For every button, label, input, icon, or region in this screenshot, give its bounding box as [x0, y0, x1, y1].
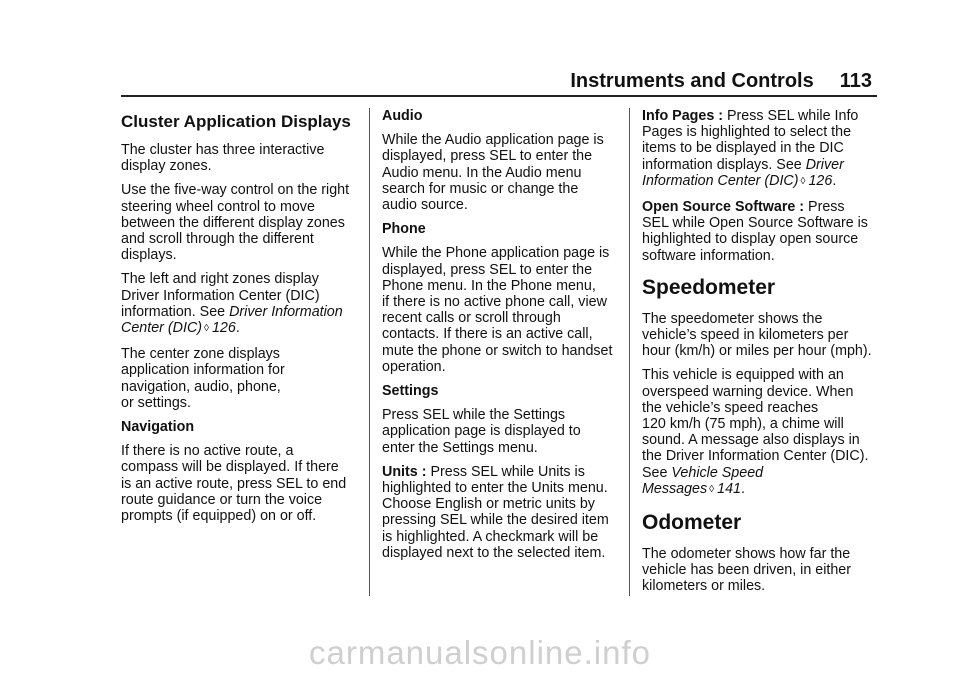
text-line: displays. [121, 247, 177, 264]
text-line: vehicle’s speed in kilometers per [642, 327, 849, 344]
text-fragment: Press SEL while Info [723, 108, 859, 124]
page-ref-icon: ◊ [709, 483, 715, 495]
odometer-heading: Odometer [642, 511, 742, 535]
dic-link-cont[interactable]: Information Center (DIC) [642, 172, 799, 189]
paragraph [121, 443, 359, 524]
text-line: highlighted to enter the Units menu. [382, 480, 608, 497]
text-line: pressing SEL while the desired item [382, 512, 609, 529]
text-line: Phone menu. In the Phone menu, [382, 277, 596, 294]
dic-link-cont[interactable]: Center (DIC) [121, 320, 203, 337]
phone-heading: Phone [382, 221, 426, 238]
info-pages-label: Info Pages : [642, 108, 724, 124]
text-line: steering wheel control to move [121, 198, 315, 215]
text-line: display zones. [121, 158, 212, 175]
text-fragment: Press [804, 199, 845, 216]
text-line: Driver Information Center (DIC) [121, 287, 320, 304]
header-rule [121, 95, 877, 97]
paragraph [642, 367, 880, 499]
text-line: While the Phone application page is [382, 245, 610, 262]
units-label: Units : [382, 463, 427, 480]
text-line: if there is no active phone call, view [382, 294, 607, 311]
text-line: software information. [642, 247, 775, 264]
text-line: Pages is highlighted to select the [642, 124, 852, 141]
paragraph [382, 245, 620, 375]
text-fragment: information displays. See [642, 156, 806, 173]
cluster-displays-heading: Cluster Application Displays [121, 112, 351, 131]
text-line: displayed next to the selected item. [382, 544, 606, 561]
text-line: SEL while Open Source Software is [642, 215, 868, 232]
period: . [235, 320, 240, 337]
vehicle-speed-link[interactable]: Vehicle Speed [671, 464, 764, 481]
audio-heading: Audio [382, 108, 423, 124]
text-line: the Driver Information Center (DIC). [642, 448, 869, 465]
text-line: The left and right zones display [121, 271, 319, 288]
text-line: displayed, press SEL to enter the [382, 261, 593, 278]
text-line: Audio menu. In the Audio menu [382, 164, 582, 181]
paragraph [121, 271, 359, 338]
text-line: between the different display zones [121, 214, 345, 231]
text-line: The center zone displays [121, 346, 280, 363]
text-line: If there is no active route, a [121, 443, 294, 460]
page-header [570, 70, 872, 93]
text-line: items to be displayed in the DIC [642, 140, 844, 157]
settings-heading: Settings [382, 383, 439, 400]
text-line: mute the phone or switch to handset [382, 342, 613, 359]
text-line: While the Audio application page is [382, 132, 604, 149]
text-line: recent calls or scroll through [382, 310, 561, 327]
text-line: hour (km/h) or miles per hour (mph). [642, 343, 872, 360]
page-ref-icon: ◊ [204, 323, 209, 335]
text-line: search for music or change the [382, 180, 579, 197]
column-2 [382, 108, 620, 569]
text-line: application page is displayed to [382, 423, 581, 440]
paragraph [121, 142, 359, 174]
vehicle-speed-link-cont[interactable]: Messages [642, 480, 708, 497]
column-3 [642, 108, 880, 603]
text-fragment: Press SEL while Units is [426, 463, 585, 480]
text-line: or settings. [121, 394, 191, 411]
text-line: contacts. If there is an active call, [382, 326, 593, 343]
text-line: The speedometer shows the [642, 310, 823, 327]
text-line: highlighted to display open source [642, 231, 859, 248]
paragraph [642, 108, 880, 191]
text-line: the vehicle’s speed reaches [642, 399, 819, 416]
text-line: prompts (if equipped) on or off. [121, 508, 317, 525]
text-line: overspeed warning device. When [642, 383, 854, 400]
text-line: is an active route, press SEL to end [121, 475, 347, 492]
text-line: Choose English or metric units by [382, 496, 595, 513]
text-line: Press SEL while the Settings [382, 407, 566, 424]
text-line: This vehicle is equipped with an [642, 367, 844, 384]
text-line: vehicle has been driven, in either [642, 562, 852, 579]
paragraph [642, 311, 880, 360]
watermark: carmanualsonline.info [308, 634, 652, 671]
navigation-heading: Navigation [121, 419, 195, 436]
text-line: is highlighted. A checkmark will be [382, 528, 599, 545]
paragraph [121, 346, 359, 411]
text-line: enter the Settings menu. [382, 439, 538, 456]
text-line: route guidance or turn the voice [121, 491, 323, 508]
dic-link[interactable]: Driver [805, 156, 844, 173]
column-1 [121, 108, 359, 532]
text-line: application information for [121, 362, 285, 379]
period: . [740, 480, 745, 497]
text-fragment: information. See [121, 303, 230, 320]
text-line: The odometer shows how far the [642, 546, 851, 563]
text-line: and scroll through the different [121, 231, 314, 248]
text-line: 120 km/h (75 mph), a chime will [642, 416, 844, 433]
text-line: The cluster has three interactive [121, 142, 325, 158]
text-line: operation. [382, 358, 446, 375]
text-line: navigation, audio, phone, [121, 378, 281, 395]
paragraph [642, 199, 880, 264]
text-line: compass will be displayed. If there [121, 459, 339, 476]
period: . [832, 172, 837, 189]
dic-link[interactable]: Driver Information [229, 303, 343, 320]
column-divider-1 [369, 108, 370, 596]
text-line: sound. A message also displays in [642, 432, 860, 449]
paragraph [382, 407, 620, 456]
text-line: audio source. [382, 197, 468, 214]
paragraph [642, 546, 880, 595]
text-fragment: See [642, 464, 672, 481]
open-source-label: Open Source Software : [642, 199, 805, 216]
page-number: 113 [839, 70, 872, 92]
paragraph [382, 132, 620, 213]
column-divider-2 [629, 108, 630, 596]
section-title: Instruments and Controls [570, 70, 814, 92]
text-line: displayed, press SEL to enter the [382, 148, 593, 165]
text-line: Use the five-way control on the right [121, 182, 350, 199]
page-ref[interactable]: 141 [717, 480, 741, 497]
text-line: kilometers or miles. [642, 578, 766, 595]
paragraph [382, 464, 620, 561]
page-ref[interactable]: 126 [808, 172, 833, 189]
paragraph [121, 182, 359, 263]
speedometer-heading: Speedometer [642, 275, 776, 299]
page-ref-icon: ◊ [800, 175, 806, 187]
page-ref[interactable]: 126 [211, 320, 236, 337]
